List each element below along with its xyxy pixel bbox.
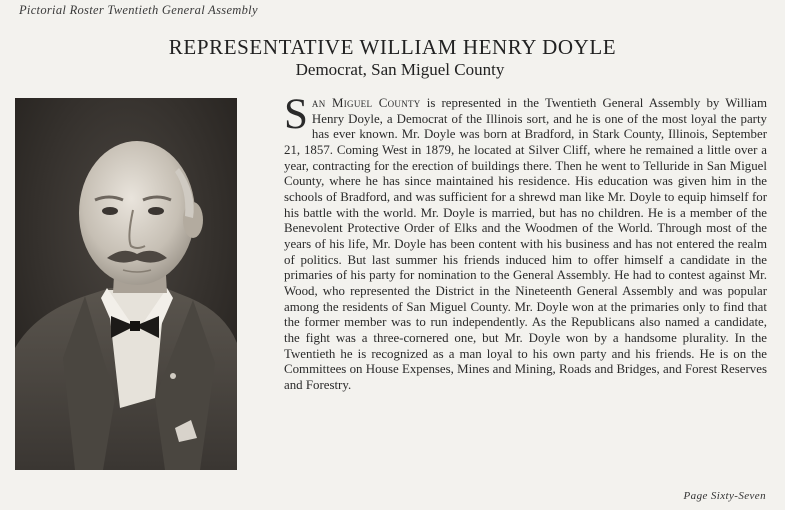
page-title: REPRESENTATIVE WILLIAM HENRY DOYLE: [168, 35, 617, 59]
biography-text: [284, 91, 767, 393]
drop-cap: S: [284, 91, 308, 138]
lead-in: an Miguel County: [311, 96, 421, 110]
portrait-photo: [15, 98, 237, 470]
page-number: Page Sixty-Seven: [683, 490, 766, 502]
page-subtitle: Democrat, San Miguel County: [295, 60, 505, 79]
running-head: Pictorial Roster Twentieth General Assembly: [19, 3, 258, 17]
portrait-illustration: [15, 98, 237, 470]
biography-body: is represented in the Twentieth General Assembly by William Henry Doyle, a Democrat of the Illinois sort, and he is one of the most loyal the party has ever known. Mr. Doyle was born at Bradford, in Stark County, Illinois, September 21, 1857. Coming West in 1879, he located at Silver Cliff, where he remained a little over a year, contracting for the erection of buildings there. Then he went to Telluride in San Miguel County, where he has since maintained his residence. His education was given him in the schools of Bradford, and was sufficient for a shrewd man like Mr. Doyle to equip himself for his battle with the world. Mr. Doyle is married, but has no children. He is a member of the Benevolent Protective Order of Elks and the Woodmen of the World. Through most of the years of his life, Mr. Doyle has been content with his business and has not entered the realm of politics. But last summer his friends induced him to offer himself a candidate in the primaries of his party for nomination to the General Assembly. He had to contest against Mr. Wood, who represented the District in the Nineteenth General Assembly and was popular among the residents of San Miguel County. Mr. Doyle won at the primaries only to find that the former member was to run independently. As the Republicans also named a candidate, the fight was a three-cornered one, but Mr. Doyle won by a handsome plurality. In the Twentieth he is recognized as a man loyal to his own party and his friends. He is on the Committees on House Expenses, Mines and Mining, Roads and Bridges, and Forest Reserves and Forestry.: [284, 96, 767, 392]
